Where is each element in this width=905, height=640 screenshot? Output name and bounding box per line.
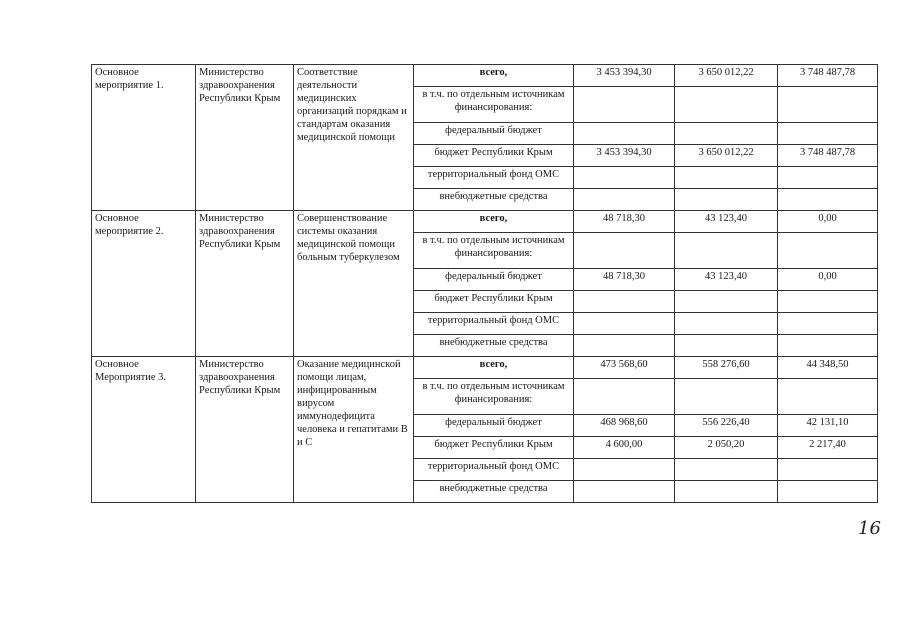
amount-year-3 bbox=[778, 123, 878, 145]
amount-year-2 bbox=[675, 335, 778, 357]
funding-source: всего, bbox=[414, 211, 574, 233]
funding-source: в т.ч. по отдельным источникам финансирования: bbox=[414, 233, 574, 269]
funding-source: территориальный фонд ОМС bbox=[414, 167, 574, 189]
amount-year-2: 43 123,40 bbox=[675, 211, 778, 233]
amount-year-3: 2 217,40 bbox=[778, 437, 878, 459]
funding-source: в т.ч. по отдельным источникам финансирования: bbox=[414, 87, 574, 123]
amount-year-1: 3 453 394,30 bbox=[574, 145, 675, 167]
event-description: Совершенствование системы оказания медицинской помощи больным туберкулезом bbox=[294, 211, 414, 357]
funding-source: федеральный бюджет bbox=[414, 123, 574, 145]
amount-year-2: 43 123,40 bbox=[675, 269, 778, 291]
amount-year-3: 44 348,50 bbox=[778, 357, 878, 379]
amount-year-3 bbox=[778, 87, 878, 123]
amount-year-1: 48 718,30 bbox=[574, 269, 675, 291]
funding-source: всего, bbox=[414, 357, 574, 379]
event-name: Основное мероприятие 2. bbox=[92, 211, 196, 357]
amount-year-3 bbox=[778, 233, 878, 269]
amount-year-2 bbox=[675, 167, 778, 189]
funding-source: внебюджетные средства bbox=[414, 189, 574, 211]
amount-year-2: 2 050,20 bbox=[675, 437, 778, 459]
amount-year-3: 0,00 bbox=[778, 211, 878, 233]
funding-source: бюджет Республики Крым bbox=[414, 437, 574, 459]
event-name: Основное Мероприятие 3. bbox=[92, 357, 196, 503]
page-number: 16 bbox=[858, 518, 881, 539]
amount-year-3 bbox=[778, 313, 878, 335]
funding-source: всего, bbox=[414, 65, 574, 87]
funding-source: внебюджетные средства bbox=[414, 481, 574, 503]
amount-year-2 bbox=[675, 123, 778, 145]
amount-year-2 bbox=[675, 313, 778, 335]
event-name: Основное мероприятие 1. bbox=[92, 65, 196, 211]
funding-source: федеральный бюджет bbox=[414, 415, 574, 437]
amount-year-3: 3 748 487,78 bbox=[778, 145, 878, 167]
amount-year-3 bbox=[778, 481, 878, 503]
amount-year-1 bbox=[574, 481, 675, 503]
table-row bbox=[92, 65, 878, 87]
amount-year-1: 468 968,60 bbox=[574, 415, 675, 437]
event-executor: Министерство здравоохранения Республики Крым bbox=[196, 357, 294, 503]
funding-source: бюджет Республики Крым bbox=[414, 145, 574, 167]
amount-year-2: 558 276,60 bbox=[675, 357, 778, 379]
amount-year-3: 42 131,10 bbox=[778, 415, 878, 437]
amount-year-2: 556 226,40 bbox=[675, 415, 778, 437]
amount-year-2: 3 650 012,22 bbox=[675, 65, 778, 87]
amount-year-2 bbox=[675, 233, 778, 269]
amount-year-2 bbox=[675, 459, 778, 481]
funding-source: территориальный фонд ОМС bbox=[414, 313, 574, 335]
event-description: Оказание медицинской помощи лицам, инфицированным вирусом иммунодефицита человека и гепатитами В и С bbox=[294, 357, 414, 503]
amount-year-1 bbox=[574, 233, 675, 269]
amount-year-1 bbox=[574, 313, 675, 335]
funding-source: территориальный фонд ОМС bbox=[414, 459, 574, 481]
funding-source: бюджет Республики Крым bbox=[414, 291, 574, 313]
amount-year-3 bbox=[778, 189, 878, 211]
funding-source: внебюджетные средства bbox=[414, 335, 574, 357]
amount-year-2 bbox=[675, 379, 778, 415]
event-executor: Министерство здравоохранения Республики Крым bbox=[196, 65, 294, 211]
amount-year-1: 3 453 394,30 bbox=[574, 65, 675, 87]
amount-year-3 bbox=[778, 459, 878, 481]
funding-source: в т.ч. по отдельным источникам финансирования: bbox=[414, 379, 574, 415]
amount-year-1: 48 718,30 bbox=[574, 211, 675, 233]
event-description: Соответствие деятельности медицинских организаций порядкам и стандартам оказания медицинской помощи bbox=[294, 65, 414, 211]
amount-year-1 bbox=[574, 189, 675, 211]
amount-year-2 bbox=[675, 189, 778, 211]
amount-year-1 bbox=[574, 167, 675, 189]
amount-year-1 bbox=[574, 123, 675, 145]
table-row bbox=[92, 357, 878, 379]
amount-year-2 bbox=[675, 291, 778, 313]
event-executor: Министерство здравоохранения Республики Крым bbox=[196, 211, 294, 357]
amount-year-3: 0,00 bbox=[778, 269, 878, 291]
amount-year-2 bbox=[675, 481, 778, 503]
funding-table bbox=[91, 64, 878, 503]
amount-year-1: 4 600,00 bbox=[574, 437, 675, 459]
amount-year-2 bbox=[675, 87, 778, 123]
amount-year-1: 473 568,60 bbox=[574, 357, 675, 379]
amount-year-3 bbox=[778, 167, 878, 189]
amount-year-3 bbox=[778, 379, 878, 415]
amount-year-2: 3 650 012,22 bbox=[675, 145, 778, 167]
amount-year-3 bbox=[778, 335, 878, 357]
amount-year-1 bbox=[574, 459, 675, 481]
amount-year-1 bbox=[574, 291, 675, 313]
amount-year-1 bbox=[574, 335, 675, 357]
table-row bbox=[92, 211, 878, 233]
amount-year-3: 3 748 487,78 bbox=[778, 65, 878, 87]
amount-year-1 bbox=[574, 379, 675, 415]
funding-source: федеральный бюджет bbox=[414, 269, 574, 291]
amount-year-1 bbox=[574, 87, 675, 123]
amount-year-3 bbox=[778, 291, 878, 313]
